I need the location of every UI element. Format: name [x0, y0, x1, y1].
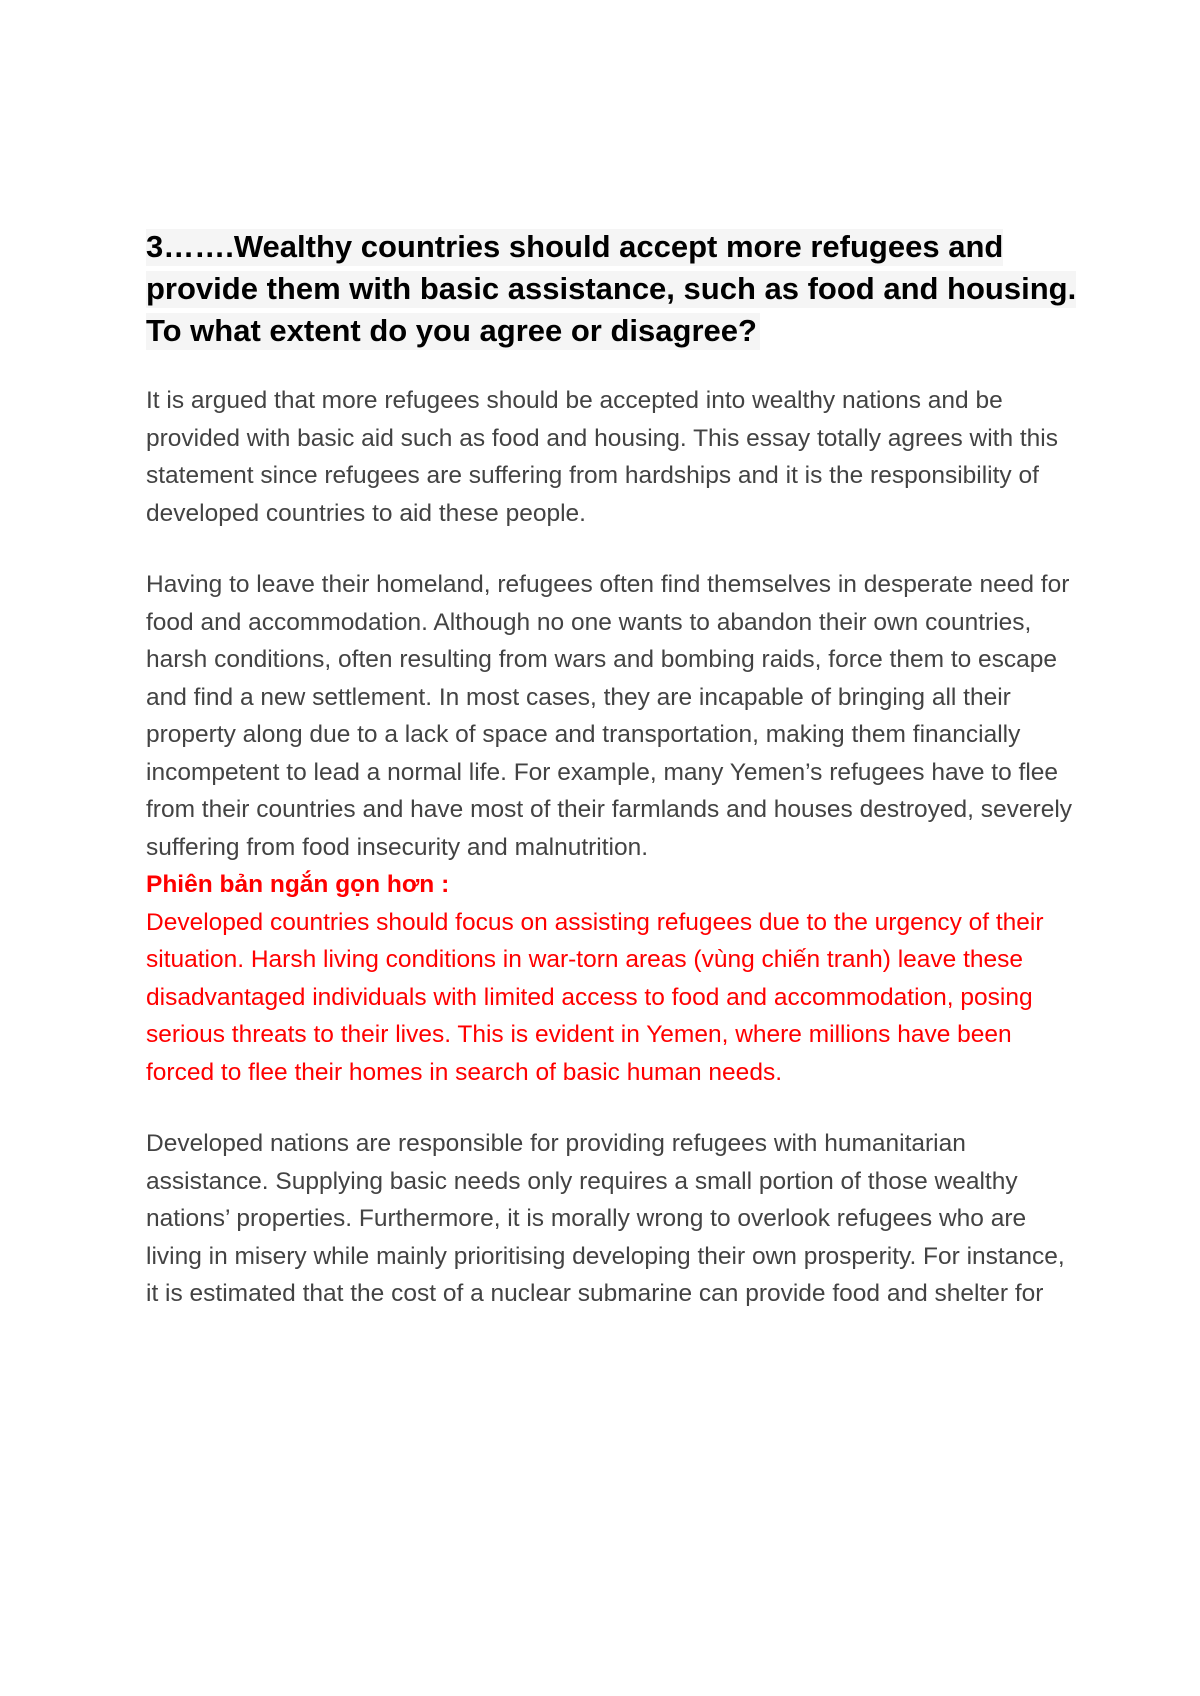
short-version-body: Developed countries should focus on assisting refugees due to the urgency of their situation. Harsh living conditions in war-torn areas (vùng chiến tranh) leave these disadvantaged individuals with limited access to food and accommodation, posing serious threats to their lives. This is evident in Yemen, where millions have been forced to flee their homes in search of basic human needs.: [146, 908, 1044, 1086]
body-paragraph-1: Having to leave their homeland, refugees often find themselves in desperate need for food and accommodation. Although no one wants to abandon their own countries, harsh conditions, often resulting from wars and bombing raids, force them to escape and find a new settlement. In most cases, they are incapable of bringing all their property along due to a lack of space and transportation, making them financially incompetent to lead a normal life. For example, many Yemen’s refugees have to flee from their countries and have most of their farmlands and houses destroyed, severely suffering from food insecurity and malnutrition.: [146, 571, 1073, 861]
short-version-block: [146, 866, 1081, 1091]
body-paragraph-2: Developed nations are responsible for providing refugees with humanitarian assistance. Supplying basic needs only requires a small portion of those wealthy nations’ properties. Furthermore, it is morally wrong to overlook refugees who are living in misery while mainly prioritising developing their own prosperity. For instance, it is estimated that the cost of a nuclear submarine can provide food and shelter for: [146, 1130, 1065, 1307]
short-version-heading: Phiên bản ngắn gọn hơn :: [146, 871, 450, 898]
essay-question-title: 3…….Wealthy countries should accept more refugees and provide them with basic assistance, such as food and housing. To what extent do you agree or disagree?: [146, 229, 1077, 348]
intro-paragraph: It is argued that more refugees should be accepted into wealthy nations and be provided with basic aid such as food and housing. This essay totally agrees with this statement since refugees are suffering from hardships and it is the responsibility of developed countries to aid these people.: [146, 387, 1059, 527]
document-page: [146, 226, 1081, 1313]
